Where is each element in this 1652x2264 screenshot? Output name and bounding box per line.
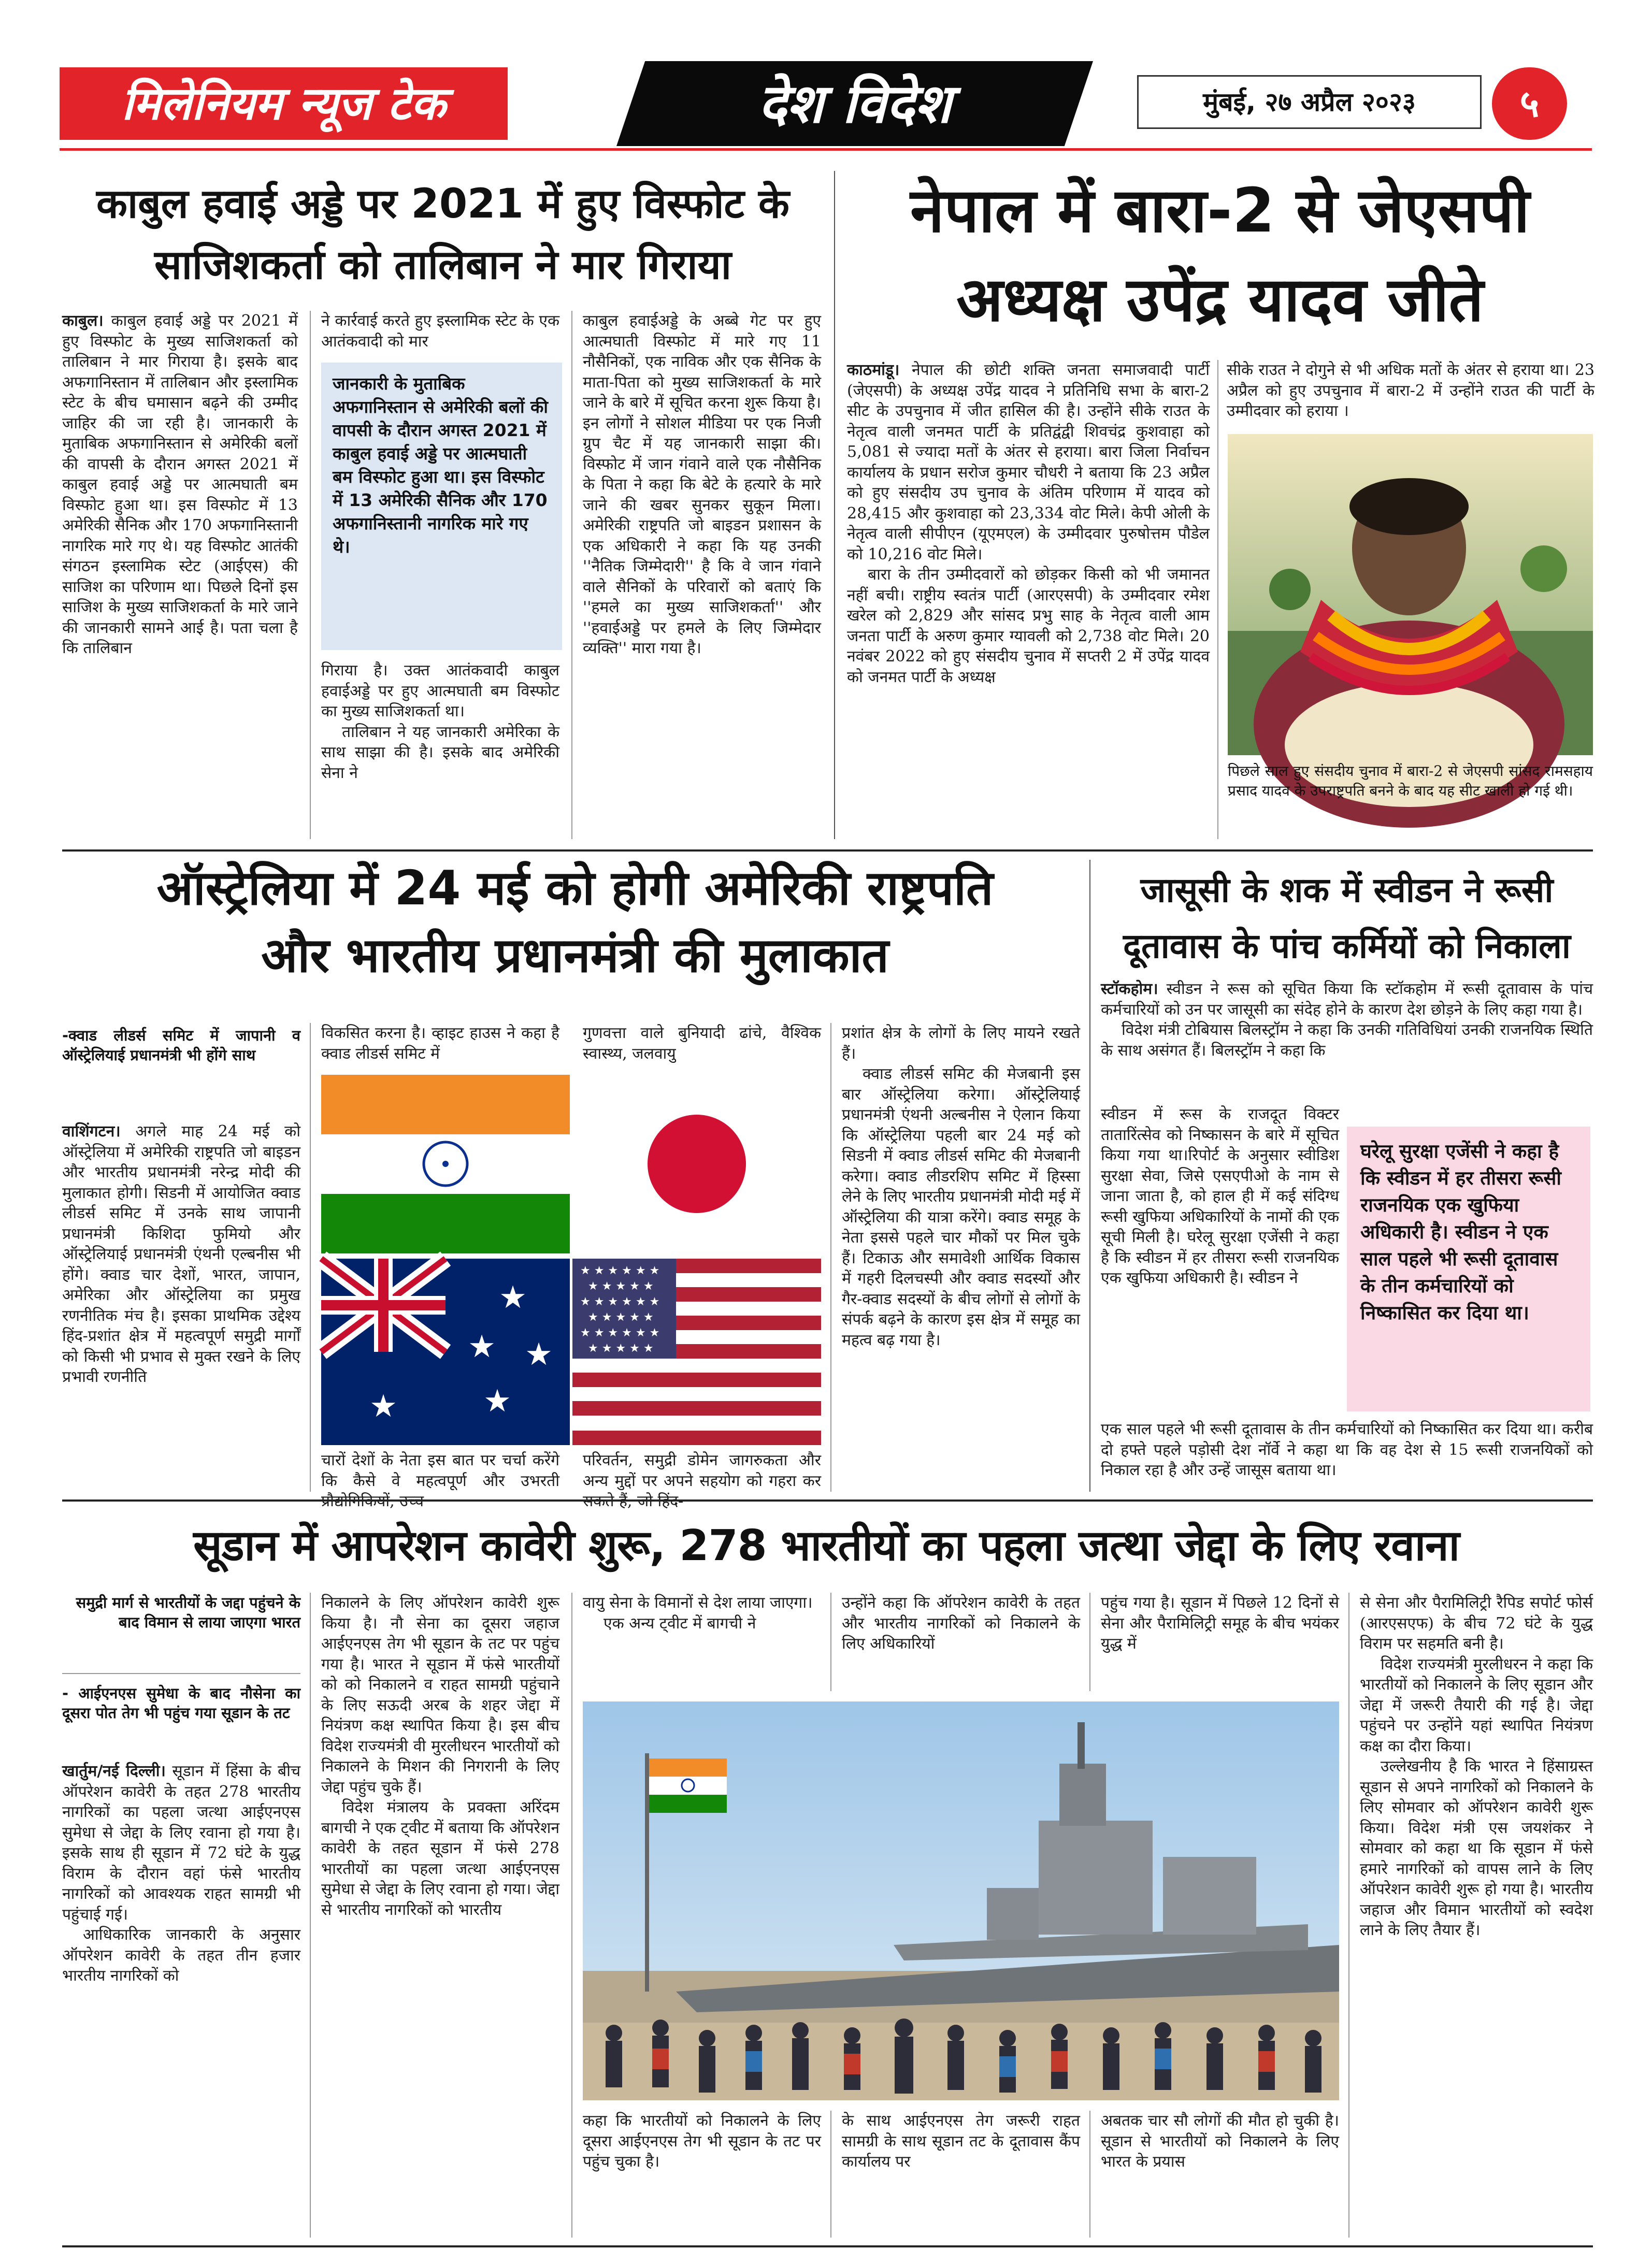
tricolor-flag xyxy=(649,1758,727,1813)
svg-text:★: ★ xyxy=(468,1329,496,1365)
australia-divider-2 xyxy=(830,1023,831,1492)
section-rule-2 xyxy=(62,1499,1593,1502)
kabul-col3: काबुल हवाईअड्डे के अब्बे गेट पर हुए आत्मघाती विस्फोट में मारे गए 11 नौसैनिकों, एक नाविक और एक सैनिक के माता-पिता को मुख्य साजिशकर्ता के मारे जाने के बारे में सूचित करना शुरू किया है। इन लोगों ने सोशल मीडिया पर एक निजी ग्रुप चैट में यह जानकारी साझा की। विस्फोट में जान गंवाने वाले एक नौसैनिक के पिता ने कहा कि बेटे के हत्यारे के मारे जाने की खबर सुनकर सुकून मिला। अमेरिकी राष्ट्रपति जो बाइडन प्रशासन के एक अधिकारी ने कहा कि यह उनकी ''नैतिक जिम्मेदारी'' है कि वे जान गंवाने वाले सैनिकों के परिवारों को बताएं कि ''हमले का मुख्य साजिशकर्ता'' और ''हवाईअड्डे पर हमले के लिए जिम्मेदार व्यक्ति'' मारा गया है। xyxy=(583,312,821,657)
australia-divider-1 xyxy=(310,1023,311,1492)
kabul-nepal-divider xyxy=(834,171,835,839)
section-rule-1 xyxy=(62,849,1593,852)
india-flag xyxy=(321,1075,570,1253)
svg-text:★ ★ ★ ★ ★ ★: ★ ★ ★ ★ ★ ★ xyxy=(580,1326,660,1339)
australia-subhead: -क्वाड लीडर्स समिट में जापानी व ऑस्ट्रेलियाई प्रधानमंत्री भी होंगे साथ xyxy=(62,1027,300,1064)
australia-dateline: वाशिंगटन। xyxy=(62,1122,121,1141)
kabul-col1 xyxy=(62,311,298,839)
australia-col4-p1: प्रशांत क्षेत्र के लोगों के लिए मायने रखते हैं। xyxy=(842,1024,1080,1063)
australia-col1 xyxy=(62,1121,300,1492)
sudan-col3-bottom: कहा कि भारतीयों को निकालने के लिए दूसरा आईएनएस तेग भी सूडान के तट पर पहुंच चुका है। xyxy=(583,2112,821,2171)
sudan-col2 xyxy=(321,1593,559,2238)
sudan-col3-top-p2: एक अन्य ट्वीट में बागची ने xyxy=(604,1614,756,1633)
nepal-dateline: काठमांडू। xyxy=(847,361,900,379)
svg-text:★: ★ xyxy=(525,1336,553,1373)
issue-date: मुंबई, २७ अप्रैल २०२३ xyxy=(1203,87,1416,117)
nepal-col1-p1: नेपाल की छोटी शक्ति जनता समाजवादी पार्टी (जेएसपी) के अध्यक्ष उपेंद्र यादव ने प्रतिनिधि सभा के बारा-2 सीट के उपचुनाव में जीत हासिल की है। उन्होंने सीके राउत के नेतृत्व वाली जनमत पार्टी के प्रतिद्वंद्वी शिवचंद्र कुशवाहा को 5,081 से ज्यादा मतों के अंतर से हराया। बारा जिला निर्वाचन कार्यालय के प्रधान सरोज कुमार चौधरी ने बताया कि 23 अप्रैल को हुए संसदीय उप चुनाव के अंतिम परिणाम में यादव को 28,415 और कुशवाहा को 23,334 वोट मिले। केपी ओली के नेतृत्व वाली सीपीएन (यूएमएल) के उम्मीदवार पुरुषोत्तम पौडेल को 10,216 वोट मिले। xyxy=(847,361,1210,564)
sweden-p1: स्वीडन ने रूस को सूचित किया कि स्टॉकहोम में रूसी दूतावास के पांच कर्मचारियों को उन पर जासूसी का संदेह होने के कारण देश छोड़ने के लिए कहा गया है। xyxy=(1101,980,1593,1019)
sudan-col6-p1: से सेना और पैरामिलिट्री रैपिड सपोर्ट फोर्स (आरएसएफ) के बीच 72 घंटे के युद्ध विराम पर सहमति बनी है। xyxy=(1360,1594,1593,1653)
sudan-col6-p2: विदेश राज्यमंत्री मुरलीधरन ने कहा कि भारतीयों को निकालने के लिए सूडान और जेद्दा में जरूरी तैयारी की गई है। जेद्दा पहुंचने पर उन्होंने यहां स्थापित नियंत्रण कक्ष का दौरा किया। xyxy=(1360,1655,1593,1755)
sudan-col1-p2: आधिकारिक जानकारी के अनुसार ऑपरेशन कावेरी के तहत तीन हजार भारतीय नागरिकों को xyxy=(62,1926,300,1985)
nepal-col1-p2: बारा के तीन उम्मीदवारों को छोड़कर किसी को भी जमानत नहीं बची। राष्ट्रीय स्वतंत्र पार्टी (आरएसपी) के उम्मीदवार रमेश खरेल को 2,829 और सांसद प्रभु साह के नेतृत्व वाली आम जनता पार्टी के अरुण कुमार ग्यावली को 2,738 वोट मिले। 20 नवंबर 2022 को हुए संसदीय चुनाव में सप्तरी 2 में उपेंद्र यादव को जनमत पार्टी के अध्यक्ष xyxy=(847,566,1210,686)
kabul-col2-bottom xyxy=(321,660,559,839)
svg-text:★: ★ xyxy=(499,1279,527,1316)
sweden-col-left: स्वीडन में रूस के राजदूत विक्टर तातारिंत्सेव को निष्कासन के बारे में सूचित किया गया था।रिपोर्ट के अनुसार स्वीडिश सुरक्षा सेवा, जिसे एसएपीओ के नाम से जाना जाता है, को हाल ही में कई संदिग्ध रूसी खुफिया अधिकारियों के नामों की एक सूची मिली है। घरेलू सुरक्षा एजेंसी ने कहा है कि स्वीडन में हर तीसरा रूसी राजनयिक एक खुफिया अधिकारी है। स्वीडन ने xyxy=(1101,1105,1339,1287)
kabul-divider-2 xyxy=(571,311,572,839)
section-title: देश विदेश xyxy=(758,72,952,135)
sudan-col2-p1: निकालने के लिए ऑपरेशन कावेरी शुरू किया है। नौ सेना का दूसरा जहाज आईएनएस तेग भी सूडान के तट पर पहुंच गया है। भारत ने सूडान में फंसे भारतीयों को को निकालने व राहत सामग्री पहुंचाने के लिए सऊदी अरब के शहर जेद्दा में नियंत्रण कक्ष स्थापित किया है। इस बीच विदेश राज्यमंत्री वी मुरलीधरन भारतीयों को निकालने के मिशन की निगरानी के लिए जेद्दा पहुंच चुके हैं। xyxy=(321,1594,559,1796)
masthead xyxy=(0,0,1652,155)
nepal-photo-caption: पिछले साल हुए संसदीय चुनाव में बारा-2 से जेएसपी सांसद रामसहाय प्रसाद यादव के उपराष्ट्रपति बनने के बाद यह सीट खाली हो गई थी। xyxy=(1228,762,1593,799)
sudan-col2-p2: विदेश मंत्रालय के प्रवक्ता अरिंदम बागची ने एक ट्वीट में बताया कि ऑपरेशन कावेरी के तहत सूडान में फंसे 278 भारतीयों का पहला जत्था आईएनएस सुमेधा से जेद्दा के लिए रवाना हो गया। जेद्दा से भारतीय नागरिकों को भारतीय xyxy=(321,1798,559,1919)
sweden-headline-line2: दूतावास के पांच कर्मियों को निकाला xyxy=(1123,926,1571,966)
masthead-rule xyxy=(60,148,1592,151)
sudan-divider-4 xyxy=(1089,1593,1090,1691)
nepal-headline-line1: नेपाल में बारा-2 से जेएसपी xyxy=(910,175,1530,246)
australia-col2-top: विकसित करना है। व्हाइट हाउस ने कहा है क्वाड लीडर्स समिट में xyxy=(321,1024,559,1063)
australia-col3-bottom: परिवर्तन, समुद्री डोमेन जागरुकता और अन्य मुद्दों पर अपने सहयोग को गहरा कर xyxy=(583,1451,821,1490)
kabul-col2-bottom-p1: गिराया है। उक्त आतंकवादी काबुल हवाईअड्डे पर हुए आत्मघाती बम विस्फोट का मुख्य साजिशकर्ता था। xyxy=(321,661,559,720)
australia-col3-top: गुणवत्ता वाले बुनियादी ढांचे, वैश्विक स्वास्थ्य, जलवायु xyxy=(583,1024,821,1063)
sudan-col1-p1: सूडान में हिंसा के बीच ऑपरेशन कावेरी के तहत 278 भारतीय नागरिकों का पहला जत्था आईएनएस सुमेधा से जेद्दा के लिए रवाना हो गया है। इसके साथ ही सूडान में 72 घंटे के युद्ध विराम के दौरान वहां फंसे भारतीय नागरिकों को आवश्यक राहत सामग्री भी पहुंचाई गई। xyxy=(62,1762,301,1924)
kabul-headline xyxy=(54,174,831,296)
australia-col4-p2: क्वाड लीडर्स समिट की मेजबानी इस बार ऑस्ट्रेलिया करेगा। ऑस्ट्रेलियाई प्रधानमंत्री एंथनी अल्बनीस ने ऐलान किया कि ऑस्ट्रेलिया पहली बार 24 मई को सिडनी में क्वाड लीडर्स समिट की मेजबानी करेगा। क्वाड लीडरशिप समिट में हिस्सा लेने के लिए भारतीय प्रधानमंत्री मोदी मई में ऑस्ट्रेलिया की यात्रा करेंगे। क्वाड समूह के नेता इससे पहले चार मौकों पर मिल चुके हैं। टिकाऊ और समावेशी आर्थिक विकास में गहरी दिलचस्पी और क्वाड सदस्यों और गैर-क्वाड सदस्यों के बीच लोगों से लोगों के संपर्क बढ़ने के कारण इस क्षेत्र में समूह का महत्व बढ़ गया है। xyxy=(842,1065,1080,1349)
sudan-col6 xyxy=(1360,1593,1593,2238)
sudan-divider-1 xyxy=(310,1593,311,2238)
sudan-col6-p3: उल्लेखनीय है कि भारत ने हिंसाग्रस्त सूडान से अपने नागरिकों को निकालने के लिए सोमवार को ऑपरेशन कावेरी शुरू किया। विदेश मंत्री एस जयशंकर ने सोमवार को कहा था कि सूडान में फंसे हमारे नागरिकों को वापस लाने के लिए ऑपरेशन कावेरी शुरू हो गया है। भारतीय जहाज और विमान भारतीयों को स्वदेश लाने के लिए तैयार हैं। xyxy=(1360,1757,1593,1939)
australia-col4 xyxy=(842,1023,1080,1492)
australia-headline-line2: और भारतीय प्रधानमंत्री की मुलाकात xyxy=(261,928,889,983)
sudan-subhead-1: समुद्री मार्ग से भारतीयों के जद्दा पहुंचने के बाद विमान से लाया जाएगा भारत xyxy=(76,1594,300,1631)
svg-text:★ ★ ★ ★ ★: ★ ★ ★ ★ ★ xyxy=(588,1311,654,1324)
sudan-col4-top: उन्होंने कहा कि ऑपरेशन कावेरी के तहत और भारतीय नागरिकों को निकालने के लिए अधिकारियों xyxy=(842,1594,1080,1653)
kabul-col2-bottom-p2: तालिबान ने यह जानकारी अमेरिका के साथ साझा की है। इसके बाद अमेरिकी सेना ने xyxy=(321,723,559,782)
sudan-subhead-rule xyxy=(62,1673,300,1674)
kabul-pull-quote-text: जानकारी के मुताबिक अफगानिस्तान से अमेरिकी बलों की वापसी के दौरान अगस्त 2021 में काबुल हवाई अड्डे पर आत्मघाती बम विस्फोट हुआ था। इस विस्फोट में 13 अमेरिकी सैनिक और 170 अफगानिस्तानी नागरिक मारे गए थे। xyxy=(333,373,548,557)
nepal-headline xyxy=(842,166,1598,344)
svg-text:★: ★ xyxy=(369,1388,397,1424)
sweden-dateline: स्टॉकहोम। xyxy=(1101,980,1158,998)
footer-rule xyxy=(62,2245,1593,2247)
nepal-divider xyxy=(1217,360,1218,839)
sudan-col4-bottom: के साथ आईएनएस तेग जरूरी राहत सामग्री के साथ सूडान तट के दूतावास कैंप कार्यालय पर xyxy=(842,2112,1080,2171)
sudan-divider-5 xyxy=(830,2111,831,2238)
nepal-headline-line2: अध्यक्ष उपेंद्र यादव जीते xyxy=(956,264,1484,335)
kabul-col2-top: ने कार्रवाई करते हुए इस्लामिक स्टेट के एक आतंकवादी को मार xyxy=(321,312,559,351)
sudan-col1 xyxy=(62,1761,300,2238)
sweden-headline-line1: जासूसी के शक में स्वीडन ने रूसी xyxy=(1140,870,1554,910)
svg-text:★: ★ xyxy=(483,1383,511,1419)
australia-col2-bottom: चारों देशों के नेता इस बात पर चर्चा करेंगे कि कैसे वे महत्वपूर्ण और उभरती xyxy=(321,1451,559,1490)
nepal-photo-svg xyxy=(1228,434,1593,755)
svg-text:★ ★ ★ ★ ★: ★ ★ ★ ★ ★ xyxy=(588,1342,654,1355)
quad-flags-image xyxy=(321,1075,821,1445)
nepal-photo xyxy=(1228,434,1593,755)
quad-flags-svg xyxy=(321,1075,821,1445)
sudan-divider-3 xyxy=(830,1593,831,1691)
kabul-dateline: काबुल। xyxy=(62,312,104,330)
sweden-top xyxy=(1101,979,1593,1101)
australia-sweden-divider xyxy=(1089,860,1090,1492)
sweden-headline xyxy=(1096,862,1598,974)
australia-col1-text: अगले माह 24 मई को ऑस्ट्रेलिया में अमेरिकी राष्ट्रपति जो बाइडन और भारतीय प्रधानमंत्री नरेन्द्र मोदी की मुलाकात होगी। सिडनी में आयोजित क्वाड लीडर्स समिट में उनके साथ जापानी प्रधानमंत्री किशिदा फुमियो और ऑस्ट्रेलियाई प्रधानमंत्री एंथनी एल्बनीस भी होंगे। क्वाड चार देशों, भारत, जापान, अमेरिका और ऑस्ट्रेलिया का प्रमुख रणनीतिक मंच है। इसका प्राथमिक उद्देश्य हिंद-प्रशांत क्षेत्र में महत्वपूर्ण समुद्री मार्गों को किसी भी प्रभाव से मुक्त रखने के लिए प्रभावी रणनीति xyxy=(62,1122,300,1386)
sudan-col5-top: पहुंच गया है। सूडान में पिछले 12 दिनों से सेना और पैरामिलिट्री समूह के बीच भयंकर युद्ध में xyxy=(1101,1594,1339,1653)
kabul-col1-text: काबुल हवाई अड्डे पर 2021 में हुए विस्फोट के मुख्य साजिशकर्ता को तालिबान ने मार गिराया है। इसके बाद अफगानिस्तान में तालिबान और इस्लामिक स्टेट के बीच घमासान बढ़ने की उम्मीद जाहिर की जा रही है। जानकारी के मुताबिक अफगानिस्तान से अमेरिकी बलों की वापसी के दौरान अगस्त 2021 में काबुल हवाई अड्डे पर आत्मघाती बम विस्फोट हुआ था। इस विस्फोट में 13 अमेरिकी सैनिक और 170 अफगानिस्तानी नागरिक मारे गए थे। यह विस्फोट आतंकी संगठन इस्लामिक स्टेट (आईएस) की साजिश का परिणाम था। पिछले दिनों इस साजिश के मुख्य साजिशकर्ता के मारे जाने की जानकारी सामने आई है। पता चला है कि तालिबान xyxy=(62,312,298,657)
ins-ship-photo xyxy=(583,1701,1339,2100)
sudan-divider-6 xyxy=(1089,2111,1090,2238)
australia-headline-line1: ऑस्ट्रेलिया में 24 मई को होगी अमेरिकी राष्ट्रपति xyxy=(156,860,994,916)
ins-ship-svg xyxy=(583,1701,1339,2100)
japan-flag xyxy=(572,1075,821,1253)
sweden-bottom: एक साल पहले भी रूसी दूतावास के तीन कर्मचारियों को निष्कासित कर दिया था। करीब दो हफ्ते पहले पड़ोसी देश नॉर्वे ने कहा था कि वह देश से 15 रूसी राजनयिकों को निकाल रहा है और उन्हें जासूस बताया था। xyxy=(1101,1420,1593,1479)
page-number: ५ xyxy=(1519,82,1540,125)
sudan-divider-7 xyxy=(1348,1593,1349,2238)
nepal-col1 xyxy=(847,360,1210,839)
crowd xyxy=(583,2018,1339,2100)
brand-name: मिलेनियम न्यूज टेक xyxy=(121,77,446,130)
kabul-headline-line1: काबुल हवाई अड्डे पर 2021 में हुए विस्फोट के xyxy=(96,181,789,227)
kabul-pull-quote xyxy=(321,363,562,650)
kabul-divider-1 xyxy=(310,311,311,839)
sudan-subhead-2: - आईएनएस सुमेधा के बाद नौसेना का दूसरा पोत तेग भी पहुंच गया सूडान के तट xyxy=(62,1684,300,1722)
sudan-col3-top xyxy=(583,1593,821,1691)
sudan-headline: सूडान में आपरेशन कावेरी शुरू, 278 भारतीयों का पहला जत्था जेद्दा के लिए रवाना xyxy=(193,1521,1459,1570)
australia-flag xyxy=(321,1259,570,1445)
sudan-dateline: खार्तुम/नई दिल्ली। xyxy=(62,1762,166,1780)
sudan-col3-top-p1: वायु सेना के विमानों से देश लाया जाएगा। xyxy=(583,1594,813,1612)
nepal-col2-top: सीके राउत ने दोगुने से भी अधिक मतों के अंतर से हराया था। 23 अप्रैल को हुए उपचुनाव में बारा-2 में उन्होंने राउत की पार्टी के उम्मीदवार को हराया । xyxy=(1227,361,1594,420)
kabul-headline-line2: साजिशकर्ता को तालिबान ने मार गिराया xyxy=(154,242,731,289)
sudan-col5-bottom: अबतक चार सौ लोगों की मौत हो चुकी है। सूडान से भारतीयों को निकालने के लिए भारत के प्रयास xyxy=(1101,2112,1339,2171)
australia-headline xyxy=(57,855,1093,989)
sweden-p2: विदेश मंत्री टोबियास बिलस्ट्रॉम ने कहा कि उनकी गतिविधियां उनकी राजनयिक स्थिति के साथ असंगत हैं। बिलस्ट्रॉम ने कहा कि xyxy=(1101,1021,1593,1060)
svg-text:★ ★ ★ ★ ★: ★ ★ ★ ★ ★ xyxy=(588,1280,654,1293)
sweden-pull-quote xyxy=(1347,1127,1590,1411)
svg-text:★ ★ ★ ★ ★ ★: ★ ★ ★ ★ ★ ★ xyxy=(580,1264,660,1277)
svg-text:★ ★ ★ ★ ★ ★: ★ ★ ★ ★ ★ ★ xyxy=(580,1295,660,1308)
sudan-divider-2 xyxy=(571,1593,572,2238)
usa-flag xyxy=(572,1259,821,1445)
sweden-pull-quote-text: घरेलू सुरक्षा एजेंसी ने कहा है कि स्वीडन में हर तीसरा रूसी राजनयिक एक खुफिया अधिकारी है। स्वीडन ने एक साल पहले भी रूसी दूतावास के तीन कर्मचारियों को निष्कासित कर दिया था। xyxy=(1360,1140,1561,1324)
